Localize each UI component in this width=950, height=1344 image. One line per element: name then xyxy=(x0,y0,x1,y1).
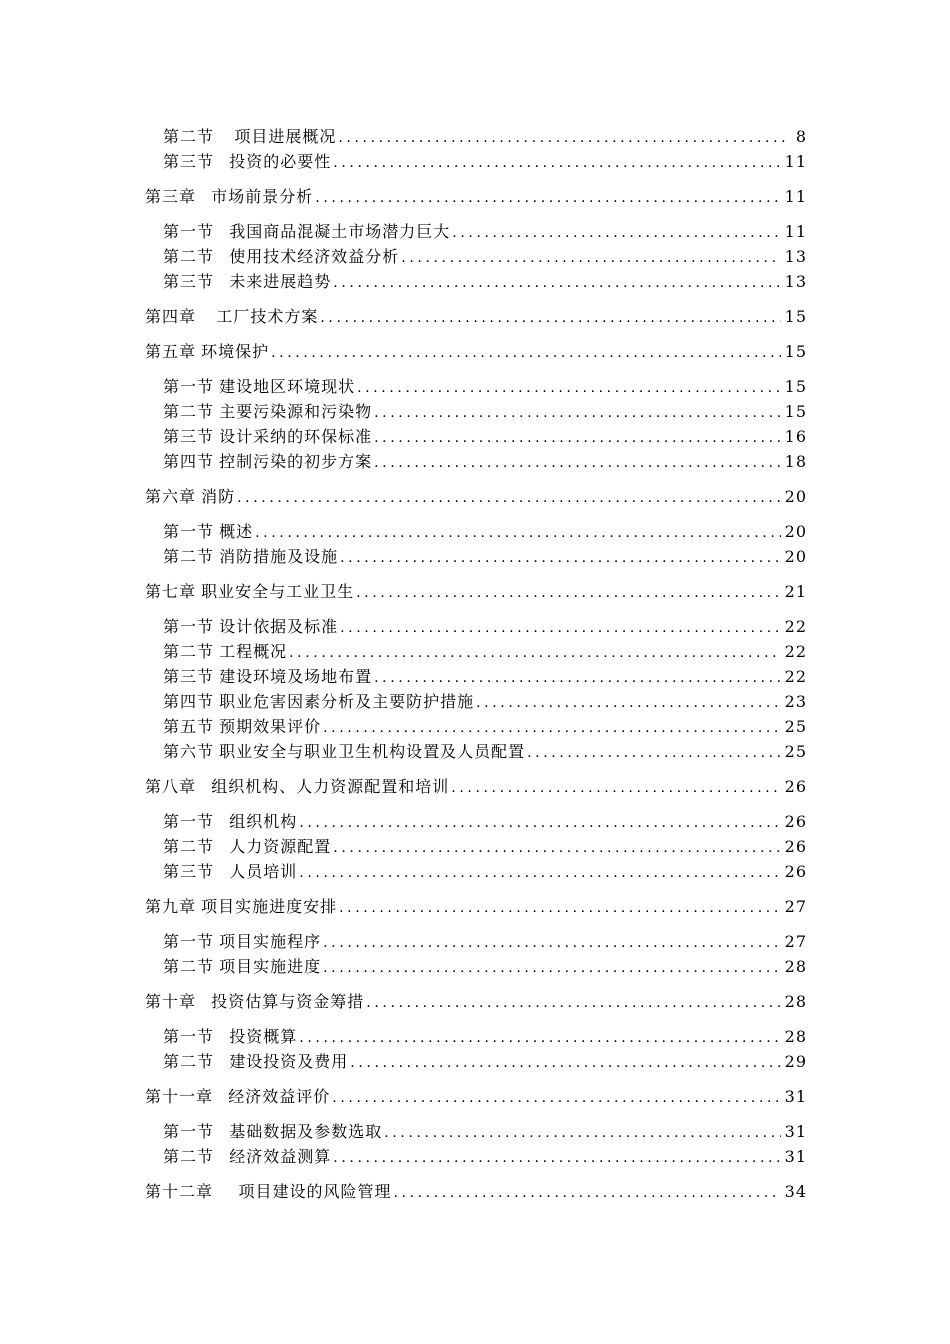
toc-entry-title: 职业危害因素分析及主要防护措施 xyxy=(219,692,475,711)
toc-entry-number: 第四节 xyxy=(163,452,215,471)
toc-entry-number: 第一节 xyxy=(163,617,215,636)
toc-section-entry[interactable] xyxy=(145,857,807,882)
toc-entry-title: 我国商品混凝土市场潜力巨大 xyxy=(229,222,451,241)
table-of-contents xyxy=(145,122,807,1202)
toc-entry-number: 第一节 xyxy=(163,377,215,396)
toc-entry-spacer xyxy=(214,222,229,242)
toc-dot-leader xyxy=(299,814,780,832)
toc-section-entry[interactable] xyxy=(145,687,807,712)
toc-chapter-entry[interactable] xyxy=(145,1082,807,1107)
toc-entry-spacer xyxy=(213,1087,228,1107)
toc-page-number: 8 xyxy=(795,127,807,146)
toc-dot-leader xyxy=(333,839,780,857)
toc-entry-number: 第二节 xyxy=(163,642,215,661)
toc-entry-number: 第三节 xyxy=(163,152,215,171)
toc-section-entry[interactable] xyxy=(145,637,807,662)
toc-entry-number: 第六章 xyxy=(145,487,197,506)
toc-page-number: 20 xyxy=(784,522,807,541)
toc-dot-leader xyxy=(451,779,780,797)
toc-entry-title: 经济效益评价 xyxy=(228,1087,331,1106)
toc-dot-leader xyxy=(393,1184,780,1202)
toc-chapter-entry[interactable] xyxy=(145,337,807,362)
toc-entry-number: 第二节 xyxy=(163,837,215,856)
toc-page-number: 28 xyxy=(784,957,807,976)
toc-page-number: 22 xyxy=(784,617,807,636)
toc-page-number: 26 xyxy=(784,812,807,831)
toc-entry-title: 设计依据及标准 xyxy=(219,617,339,636)
toc-chapter-entry[interactable] xyxy=(145,1177,807,1202)
toc-page-number: 22 xyxy=(784,667,807,686)
toc-entry-number: 第三节 xyxy=(163,427,215,446)
toc-section-entry[interactable] xyxy=(145,217,807,242)
toc-page-number: 31 xyxy=(784,1147,807,1166)
toc-page-number: 20 xyxy=(784,487,807,506)
toc-entry-spacer xyxy=(214,152,229,172)
toc-entry-title: 使用技术经济效益分析 xyxy=(229,247,400,266)
toc-entry-number: 第四章 xyxy=(145,307,197,326)
toc-entry-title: 基础数据及参数选取 xyxy=(229,1122,383,1141)
toc-entry-title: 组织机构、人力资源配置和培训 xyxy=(211,777,450,796)
toc-entry-number: 第四节 xyxy=(163,692,215,711)
toc-dot-leader xyxy=(323,719,781,737)
toc-page-number: 31 xyxy=(784,1087,807,1106)
toc-dot-leader xyxy=(332,1089,780,1107)
toc-dot-leader xyxy=(350,1054,780,1072)
toc-entry-title: 预期效果评价 xyxy=(219,717,322,736)
toc-chapter-entry[interactable] xyxy=(145,987,807,1012)
toc-entry-number: 第三节 xyxy=(163,862,215,881)
toc-entry-number: 第十二章 xyxy=(145,1182,214,1201)
toc-entry-number: 第十章 xyxy=(145,992,197,1011)
toc-entry-number: 第六节 xyxy=(163,742,215,761)
toc-entry-title: 设计采纳的环保标准 xyxy=(219,427,373,446)
toc-entry-title: 项目建设的风险管理 xyxy=(238,1182,392,1201)
toc-entry-title: 消防措施及设施 xyxy=(219,547,339,566)
toc-page-number: 28 xyxy=(784,1027,807,1046)
toc-chapter-entry[interactable] xyxy=(145,772,807,797)
toc-entry-spacer xyxy=(214,127,234,147)
toc-entry-number: 第二节 xyxy=(163,247,215,266)
toc-entry-spacer xyxy=(214,247,229,267)
toc-page-number: 26 xyxy=(784,862,807,881)
toc-page-number: 15 xyxy=(784,402,807,421)
toc-page-number: 21 xyxy=(784,582,807,601)
toc-section-entry[interactable] xyxy=(145,1022,807,1047)
toc-entry-title: 投资估算与资金筹措 xyxy=(211,992,365,1011)
toc-dot-leader xyxy=(299,864,780,882)
toc-dot-leader xyxy=(374,429,781,447)
toc-entry-spacer xyxy=(213,1182,238,1202)
toc-entry-number: 第二节 xyxy=(163,547,215,566)
toc-entry-number: 第二节 xyxy=(163,1147,215,1166)
toc-section-entry[interactable] xyxy=(145,737,807,762)
toc-chapter-entry[interactable] xyxy=(145,892,807,917)
toc-section-entry[interactable] xyxy=(145,122,807,147)
toc-entry-title: 建设投资及费用 xyxy=(229,1052,349,1071)
toc-dot-leader xyxy=(374,404,781,422)
toc-chapter-entry[interactable] xyxy=(145,577,807,602)
toc-page-number: 31 xyxy=(784,1122,807,1141)
toc-page-number: 15 xyxy=(784,307,807,326)
toc-page-number: 22 xyxy=(784,642,807,661)
toc-entry-number: 第一节 xyxy=(163,932,215,951)
toc-entry-number: 第一节 xyxy=(163,1122,215,1141)
toc-section-entry[interactable] xyxy=(145,952,807,977)
toc-dot-leader xyxy=(333,1149,780,1167)
toc-entry-title: 工厂技术方案 xyxy=(216,307,319,326)
toc-entry-title: 消防 xyxy=(201,487,236,506)
toc-entry-title: 主要污染源和污染物 xyxy=(219,402,373,421)
toc-entry-title: 项目实施程序 xyxy=(219,932,322,951)
toc-dot-leader xyxy=(374,454,781,472)
toc-section-entry[interactable] xyxy=(145,447,807,472)
toc-chapter-entry[interactable] xyxy=(145,482,807,507)
toc-dot-leader xyxy=(357,379,781,397)
toc-section-entry[interactable] xyxy=(145,712,807,737)
toc-entry-title: 投资的必要性 xyxy=(229,152,332,171)
toc-entry-spacer xyxy=(196,307,216,327)
toc-entry-number: 第二节 xyxy=(163,402,215,421)
toc-entry-title: 未来进展趋势 xyxy=(229,272,332,291)
toc-entry-spacer xyxy=(214,1027,229,1047)
toc-page-number: 29 xyxy=(784,1052,807,1071)
toc-entry-spacer xyxy=(214,812,229,832)
toc-entry-number: 第七章 xyxy=(145,582,197,601)
toc-entry-title: 项目实施进度安排 xyxy=(201,897,338,916)
toc-dot-leader xyxy=(333,154,780,172)
toc-entry-spacer xyxy=(214,1052,229,1072)
toc-dot-leader xyxy=(340,549,781,567)
toc-entry-number: 第一节 xyxy=(163,812,215,831)
toc-entry-number: 第八章 xyxy=(145,777,197,796)
toc-dot-leader xyxy=(384,1124,780,1142)
toc-entry-title: 职业安全与职业卫生机构设置及人员配置 xyxy=(219,742,526,761)
toc-entry-number: 第二节 xyxy=(163,957,215,976)
toc-entry-title: 市场前景分析 xyxy=(211,187,314,206)
toc-entry-title: 投资概算 xyxy=(229,1027,298,1046)
toc-page-number: 34 xyxy=(784,1182,807,1201)
toc-chapter-entry[interactable] xyxy=(145,302,807,327)
toc-section-entry[interactable] xyxy=(145,927,807,952)
toc-page-number: 11 xyxy=(784,222,807,241)
toc-section-entry[interactable] xyxy=(145,662,807,687)
toc-section-entry[interactable] xyxy=(145,1142,807,1167)
toc-dot-leader xyxy=(476,694,781,712)
toc-page-number: 15 xyxy=(784,377,807,396)
toc-section-entry[interactable] xyxy=(145,147,807,172)
toc-section-entry[interactable] xyxy=(145,372,807,397)
toc-dot-leader xyxy=(255,524,781,542)
toc-entry-spacer xyxy=(196,992,211,1012)
toc-section-entry[interactable] xyxy=(145,242,807,267)
toc-page-number: 11 xyxy=(784,187,807,206)
toc-dot-leader xyxy=(320,309,780,327)
toc-dot-leader xyxy=(315,189,780,207)
toc-section-entry[interactable] xyxy=(145,542,807,567)
toc-dot-leader xyxy=(452,224,780,242)
toc-page-number: 13 xyxy=(784,272,807,291)
toc-page-number: 13 xyxy=(784,247,807,266)
toc-entry-number: 第十一章 xyxy=(145,1087,214,1106)
toc-entry-title: 项目实施进度 xyxy=(219,957,322,976)
toc-section-entry[interactable] xyxy=(145,517,807,542)
toc-entry-title: 建设环境及场地布置 xyxy=(219,667,373,686)
toc-dot-leader xyxy=(299,1029,780,1047)
toc-page-number: 26 xyxy=(784,837,807,856)
toc-entry-title: 经济效益测算 xyxy=(229,1147,332,1166)
toc-entry-number: 第一节 xyxy=(163,522,215,541)
toc-dot-leader xyxy=(237,489,781,507)
toc-page-number: 18 xyxy=(784,452,807,471)
toc-dot-leader xyxy=(323,934,781,952)
toc-page-number: 16 xyxy=(784,427,807,446)
toc-section-entry[interactable] xyxy=(145,1117,807,1142)
toc-entry-number: 第九章 xyxy=(145,897,197,916)
toc-page-number: 27 xyxy=(784,897,807,916)
toc-page-number: 25 xyxy=(784,717,807,736)
toc-entry-title: 工程概况 xyxy=(219,642,288,661)
toc-entry-number: 第一节 xyxy=(163,222,215,241)
toc-entry-title: 控制污染的初步方案 xyxy=(219,452,373,471)
toc-dot-leader xyxy=(340,619,781,637)
toc-dot-leader xyxy=(333,274,780,292)
toc-entry-spacer xyxy=(196,187,211,207)
toc-section-entry[interactable] xyxy=(145,612,807,637)
toc-entry-number: 第三节 xyxy=(163,667,215,686)
toc-entry-spacer xyxy=(214,1147,229,1167)
toc-dot-leader xyxy=(374,669,781,687)
toc-entry-title: 建设地区环境现状 xyxy=(219,377,356,396)
toc-entry-spacer xyxy=(214,272,229,292)
toc-page-number: 26 xyxy=(784,777,807,796)
toc-entry-spacer xyxy=(214,837,229,857)
toc-page-number: 20 xyxy=(784,547,807,566)
toc-dot-leader xyxy=(271,344,781,362)
toc-section-entry[interactable] xyxy=(145,397,807,422)
toc-entry-number: 第五节 xyxy=(163,717,215,736)
toc-entry-spacer xyxy=(214,862,229,882)
toc-section-entry[interactable] xyxy=(145,807,807,832)
toc-entry-spacer xyxy=(196,777,211,797)
toc-entry-number: 第五章 xyxy=(145,342,197,361)
toc-entry-title: 人力资源配置 xyxy=(229,837,332,856)
toc-page-number: 25 xyxy=(784,742,807,761)
toc-page-number: 27 xyxy=(784,932,807,951)
toc-section-entry[interactable] xyxy=(145,267,807,292)
toc-entry-number: 第三章 xyxy=(145,187,197,206)
toc-dot-leader xyxy=(401,249,780,267)
toc-dot-leader xyxy=(289,644,781,662)
toc-section-entry[interactable] xyxy=(145,1047,807,1072)
toc-chapter-entry[interactable] xyxy=(145,182,807,207)
toc-page-number: 15 xyxy=(784,342,807,361)
toc-entry-title: 人员培训 xyxy=(229,862,298,881)
toc-dot-leader xyxy=(323,959,781,977)
toc-entry-title: 组织机构 xyxy=(229,812,298,831)
toc-section-entry[interactable] xyxy=(145,832,807,857)
toc-dot-leader xyxy=(366,994,780,1012)
toc-entry-title: 概述 xyxy=(219,522,254,541)
toc-entry-spacer xyxy=(214,1122,229,1142)
toc-entry-number: 第二节 xyxy=(163,127,215,146)
toc-page-number: 28 xyxy=(784,992,807,1011)
toc-page-number: 23 xyxy=(784,692,807,711)
toc-dot-leader xyxy=(339,899,781,917)
toc-entry-title: 职业安全与工业卫生 xyxy=(201,582,355,601)
toc-entry-title: 项目进展概况 xyxy=(234,127,337,146)
toc-entry-title: 环境保护 xyxy=(201,342,270,361)
toc-entry-number: 第三节 xyxy=(163,272,215,291)
toc-dot-leader xyxy=(527,744,781,762)
toc-dot-leader xyxy=(338,129,787,147)
toc-section-entry[interactable] xyxy=(145,422,807,447)
toc-entry-number: 第二节 xyxy=(163,1052,215,1071)
toc-dot-leader xyxy=(356,584,781,602)
toc-page-number: 11 xyxy=(784,152,807,171)
toc-entry-number: 第一节 xyxy=(163,1027,215,1046)
